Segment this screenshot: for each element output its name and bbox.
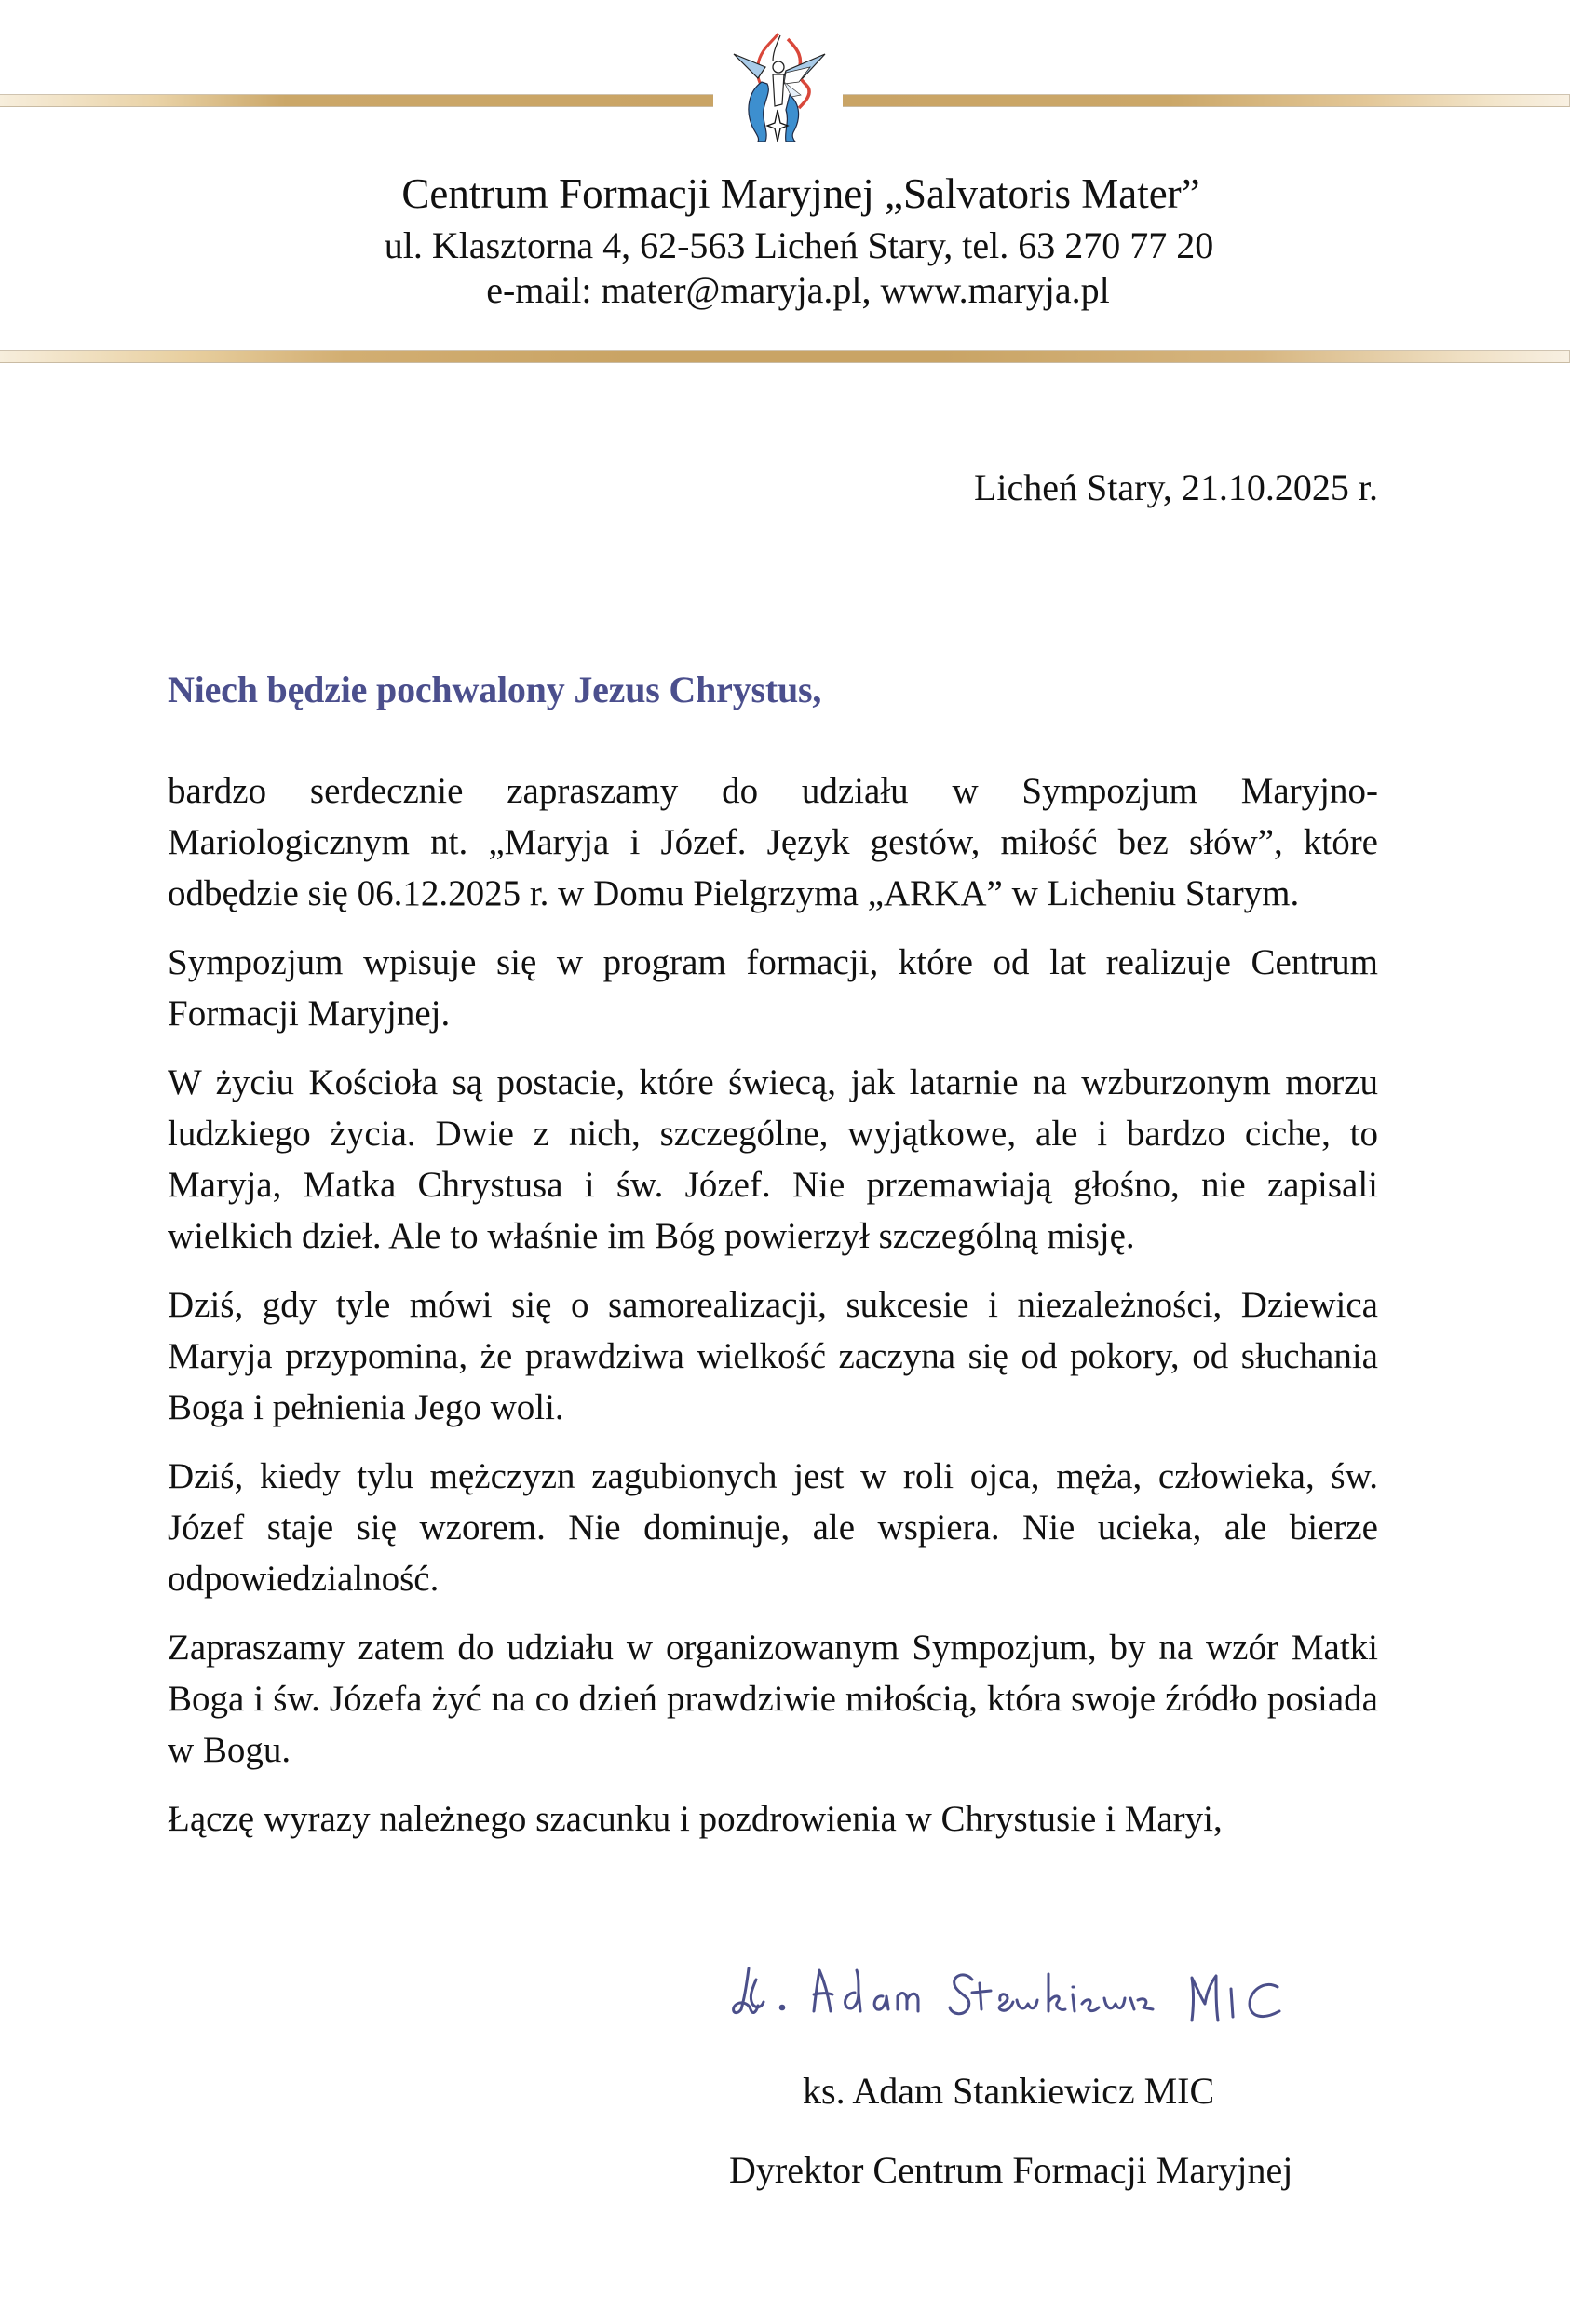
header-divider-left [0,94,713,107]
handwritten-signature-icon [728,1955,1333,2030]
signer-name: ks. Adam Stankiewicz MIC [803,2070,1215,2112]
letter-body [168,765,1378,1862]
closing-paragraph: Łączę wyrazy należnego szacunku i pozdrowienia w Chrystusie i Maryi, [168,1799,1223,1839]
organization-name: Centrum Formacji Maryjnej „Salvatoris Mater” [401,170,1200,217]
paragraph: bardzo serdecznie zapraszamy do udziału w Sympozjum Maryjno-Mariologicznym nt. „Maryja i Józef. Język gestów, miłość bez słów”, które odbędzie się 06.12.2025 r. w Domu Pielgrzyma „ARKA” w Licheniu Starym. [168,771,1378,913]
header-divider-bottom [0,350,1570,363]
greeting: Niech będzie pochwalony Jezus Chrystus, [168,669,822,710]
paragraph: Sympozjum wpisuje się w program formacji, które od lat realizuje Centrum Formacji Maryjnej. [168,942,1378,1034]
paragraph: W życiu Kościoła są postacie, które świecą, jak latarnie na wzburzonym morzu ludzkiego życia. Dwie z nich, szczególne, wyjątkowe, ale i bardzo ciche, to Maryja, Matka Chrystusa i św. Józef. Nie przemawiają głośno, nie zapisali wielkich dzieł. Ale to właśnie im Bóg powierzył szczególną misję. [168,1062,1378,1256]
place-and-date: Licheń Stary, 21.10.2025 r. [973,466,1378,508]
signer-title: Dyrektor Centrum Formacji Maryjnej [729,2149,1293,2191]
paragraph: Zapraszamy zatem do udziału w organizowanym Sympozjum, by na wzór Matki Boga i św. Józefa żyć na co dzień prawdziwie miłością, która swoje źródło posiada w Bogu. [168,1628,1378,1770]
header-divider-right [843,94,1570,107]
paragraph: Dziś, kiedy tylu mężczyzn zagubionych jest w roli ojca, męża, człowieka, św. Józef staje się wzorem. Nie dominuje, ale wspiera. Nie ucieka, ale bierze odpowiedzialność. [168,1456,1378,1599]
organization-address: ul. Klasztorna 4, 62-563 Licheń Stary, tel. 63 270 77 20 [384,224,1214,266]
organization-contact: e-mail: mater@maryja.pl, www.maryja.pl [486,269,1110,311]
madonna-flame-logo-icon [724,30,829,143]
paragraph: Dziś, gdy tyle mówi się o samorealizacji, sukcesie i niezależności, Dziewica Maryja przypomina, że prawdziwa wielkość zaczyna się od pokory, od słuchania Boga i pełnienia Jego woli. [168,1285,1378,1427]
